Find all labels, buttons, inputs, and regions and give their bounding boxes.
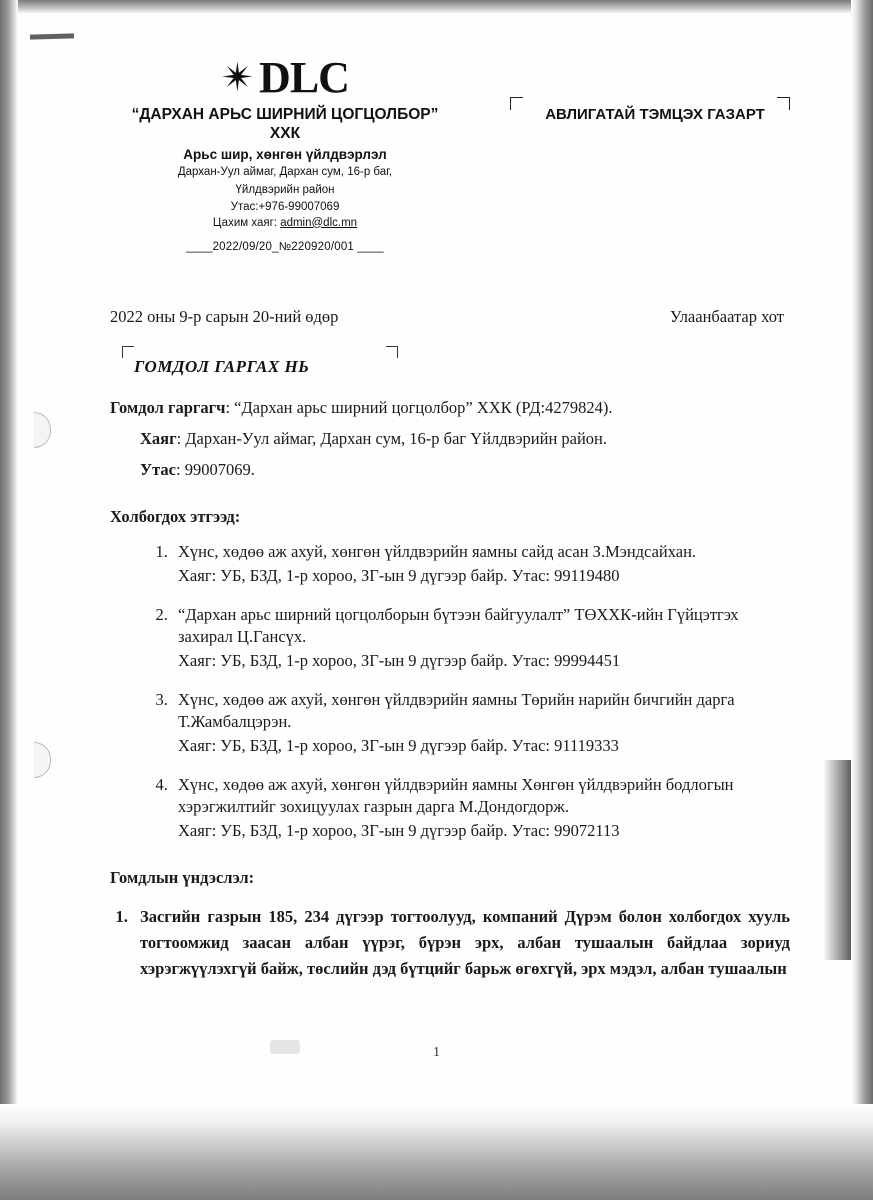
- bracket-left-icon: [510, 97, 523, 110]
- star-emblem-icon: ✴: [221, 55, 255, 100]
- complainant-address-line: [140, 428, 790, 450]
- company-name: “ДАРХАН АРЬС ШИРНИЙ ЦОГЦОЛБОР” ХХК: [131, 106, 439, 142]
- complainant-label: Гомдол гаргагч: [110, 397, 226, 417]
- company-address-line1: Дархан-Уул аймаг, Дархан сум, 16-р баг,: [177, 166, 393, 178]
- bracket-left-icon: [122, 346, 134, 358]
- document-city: Улаанбаатар хот: [669, 306, 784, 326]
- company-phone: Утас:+976-99007069: [230, 201, 340, 213]
- complainant-address-value: : Дархан-Уул аймаг, Дархан сум, 16-р баг Үйлдвэрийн район.: [176, 428, 608, 448]
- parties-section-label: Холбогдох этгээд:: [110, 506, 241, 526]
- addressee-block: [510, 106, 800, 123]
- list-item: 1. Засгийн газрын 185, 234 дүгээр тогтоолууд, компаний Дүрэм болон холбогдох хууль тогтоомжид заасан албан үүрэг, бүрэн эрх, албан тушаалын байдлаа зориуд хэрэгжүүлэхгүй байж, төслийн дэд бүтцийг барьж өгөхгүй, эрх мэдэл, албан тушаалын: [132, 904, 790, 982]
- complainant-address-label: Хаяг: [140, 428, 177, 448]
- list-item: [172, 604, 790, 672]
- bracket-right-icon: [777, 97, 790, 110]
- list-item: [172, 689, 790, 757]
- scan-edge-top: [0, 0, 873, 14]
- complainant-phone-line: [140, 459, 790, 481]
- list-item: [172, 541, 790, 587]
- grounds-list: [110, 904, 790, 982]
- party-name: Хүнс, хөдөө аж ахуй, хөнгөн үйлдвэрийн яамны Төрийн нарийн бичгийн дарга Т.Жамбалцэрэн.: [178, 689, 735, 731]
- complainant-value: : “Дархан арьс ширний цогцолбор” ХХК (РД:4279824).: [225, 397, 613, 417]
- company-industry: Арьс шир, хөнгөн үйлдвэрлэл: [183, 147, 387, 162]
- party-address: Хаяг: УБ, БЗД, 1-р хороо, ЗГ-ын 9 дүгээр байр. Утас: 99119480: [178, 565, 620, 585]
- page-title: ГОМДОЛ ГАРГАХ НЬ: [134, 356, 310, 376]
- complainant-phone-value: : 99007069.: [176, 459, 255, 479]
- party-name: Хүнс, хөдөө аж ахуй, хөнгөн үйлдвэрийн яамны Хөнгөн үйлдвэрийн бодлогын хэрэгжилтийг зохицуулах газрын дарга М.Дондогдорж.: [178, 774, 734, 816]
- company-address-line2: Үйлдвэрийн район: [235, 183, 335, 196]
- addressee-text: АВЛИГАТАЙ ТЭМЦЭХ ГАЗАРТ: [545, 106, 765, 123]
- email-link[interactable]: admin@dlc.mn: [280, 216, 358, 229]
- grounds-section-label: Гомдлын үндэслэл:: [110, 867, 255, 887]
- party-name: “Дархан арьс ширний цогцолборын бүтээн байгуулалт” ТӨХХК-ийн Гүйцэтгэх захирал Ц.Гансүх.: [178, 604, 739, 646]
- document-title-block: [134, 357, 404, 377]
- logo-wordmark: DLC: [259, 53, 349, 102]
- party-address: Хаяг: УБ, БЗД, 1-р хороо, ЗГ-ын 9 дүгээр байр. Утас: 99072113: [178, 820, 620, 840]
- document-reference: ____2022/09/20_№220920/001 ____: [186, 240, 384, 253]
- page-number: 1: [433, 1045, 440, 1060]
- scan-edge-left: [0, 0, 18, 1200]
- party-address: Хаяг: УБ, БЗД, 1-р хороо, ЗГ-ын 9 дүгээр байр. Утас: 99994451: [178, 650, 621, 670]
- scan-edge-bottom: [0, 1104, 873, 1200]
- document-date: 2022 оны 9-р сарын 20-ний өдөр: [110, 306, 339, 326]
- email-label: Цахим хаяг:: [212, 216, 281, 229]
- scan-shadow: [823, 760, 851, 960]
- date-city-row: [110, 307, 790, 327]
- document-content: [110, 54, 790, 982]
- list-item: [172, 774, 790, 842]
- company-email-row: [120, 217, 450, 229]
- company-logo: [120, 54, 450, 102]
- parties-list: [110, 541, 790, 842]
- party-name: Хүнс, хөдөө аж ахуй, хөнгөн үйлдвэрийн яамны сайд асан З.Мэндсайхан.: [178, 541, 697, 561]
- complainant-line: [110, 397, 790, 419]
- complainant-phone-label: Утас: [140, 459, 176, 479]
- scan-edge-right: [851, 0, 873, 1200]
- party-address: Хаяг: УБ, БЗД, 1-р хороо, ЗГ-ын 9 дүгээр байр. Утас: 91119333: [178, 735, 619, 755]
- letterhead: [120, 54, 450, 253]
- bracket-right-icon: [386, 346, 398, 358]
